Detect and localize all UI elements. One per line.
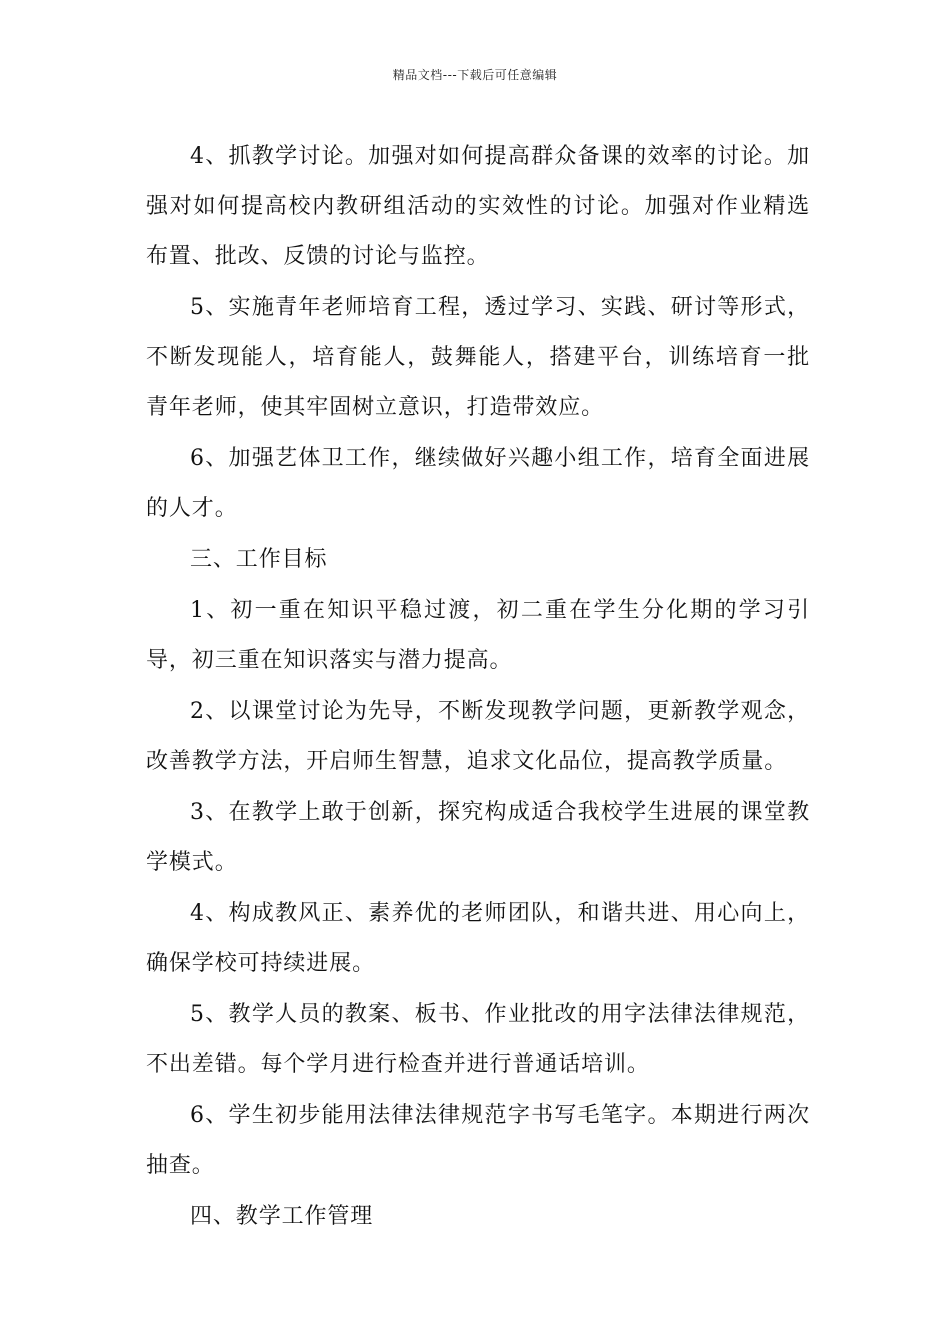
paragraph-arts-sports-health: 6、加强艺体卫工作，继续做好兴趣小组工作，培育全面进展的人才。	[146, 446, 810, 521]
paragraph-goal-2: 2、以课堂讨论为先导，不断发现教学问题，更新教学观念，改善教学方法，开启师生智慧，追求文化品位，提高教学质量。	[146, 699, 810, 774]
paragraph-goal-1: 1、初一重在知识平稳过渡，初二重在学生分化期的学习引导，初三重在知识落实与潜力提高。	[146, 598, 810, 673]
paragraph-teaching-discussion: 4、抓教学讨论。加强对如何提高群众备课的效率的讨论。加强对如何提高校内教研组活动的实效性的讨论。加强对作业精选布置、批改、反馈的讨论与监控。	[146, 144, 810, 269]
section-heading-teaching-management: 四、教学工作管理	[190, 1204, 374, 1229]
paragraph-young-teacher-program: 5、实施青年老师培育工程，透过学习、实践、研讨等形式，不断发现能人，培育能人，鼓舞能人，搭建平台，训练培育一批青年老师，使其牢固树立意识，打造带效应。	[146, 295, 810, 420]
paragraph-goal-5: 5、教学人员的教案、板书、作业批改的用字法律法律规范，不出差错。每个学月进行检查并进行普通话培训。	[146, 1002, 810, 1077]
page-header: 精品文档---下载后可任意编辑	[392, 68, 558, 82]
paragraph-goal-6: 6、学生初步能用法律法律规范字书写毛笔字。本期进行两次抽查。	[146, 1103, 810, 1178]
document-body	[146, 132, 810, 1243]
paragraph-goal-4: 4、构成教风正、素养优的老师团队，和谐共进、用心向上，确保学校可持续进展。	[146, 901, 810, 976]
section-heading-work-goals: 三、工作目标	[190, 547, 328, 572]
paragraph-goal-3: 3、在教学上敢于创新，探究构成适合我校学生进展的课堂教学模式。	[146, 800, 810, 875]
